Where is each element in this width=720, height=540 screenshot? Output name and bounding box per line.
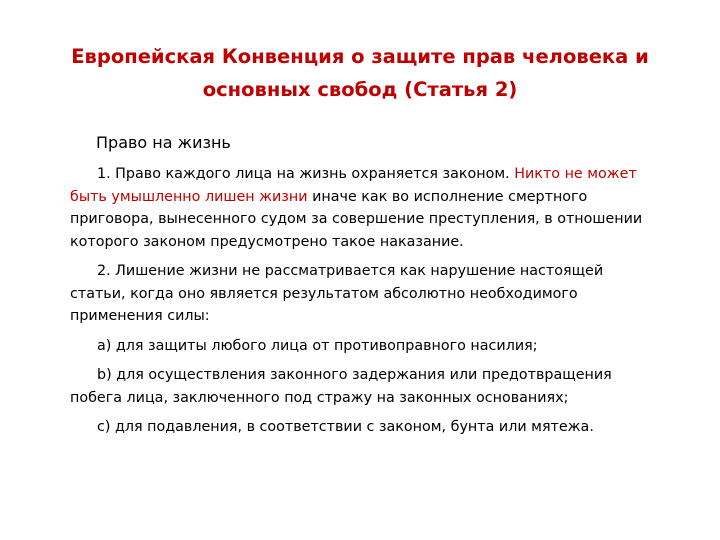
paragraph-1	[70, 163, 650, 253]
paragraph-1-lead: 1. Право каждого лица на жизнь охраняется законом.	[97, 166, 510, 182]
paragraph-1-tail: иначе как во исполнение смертного приговора, вынесенного судом за совершение преступления, в отношении которого законом предусмотрено такое наказание.	[70, 188, 643, 250]
paragraph-1-highlight: Никто не может быть умышленно лишен жизни	[70, 166, 637, 205]
paragraph-2: 2. Лишение жизни не рассматривается как нарушение настоящей статьи, когда оно является результатом абсолютно необходимого применения силы:	[70, 263, 604, 324]
section-heading: Право на жизнь	[96, 133, 231, 152]
clause-c: с) для подавления, в соответствии с законом, бунта или мятежа.	[97, 419, 594, 435]
slide-title: Европейская Конвенция о защите прав человека и основных свобод (Статья 2)	[71, 45, 649, 101]
clause-a: а) для защиты любого лица от противоправного насилия;	[97, 337, 538, 354]
clause-b: b) для осуществления законного задержания или предотвращения побега лица, заключенного под стражу на законных основаниях;	[70, 367, 612, 406]
article-text	[70, 163, 650, 446]
